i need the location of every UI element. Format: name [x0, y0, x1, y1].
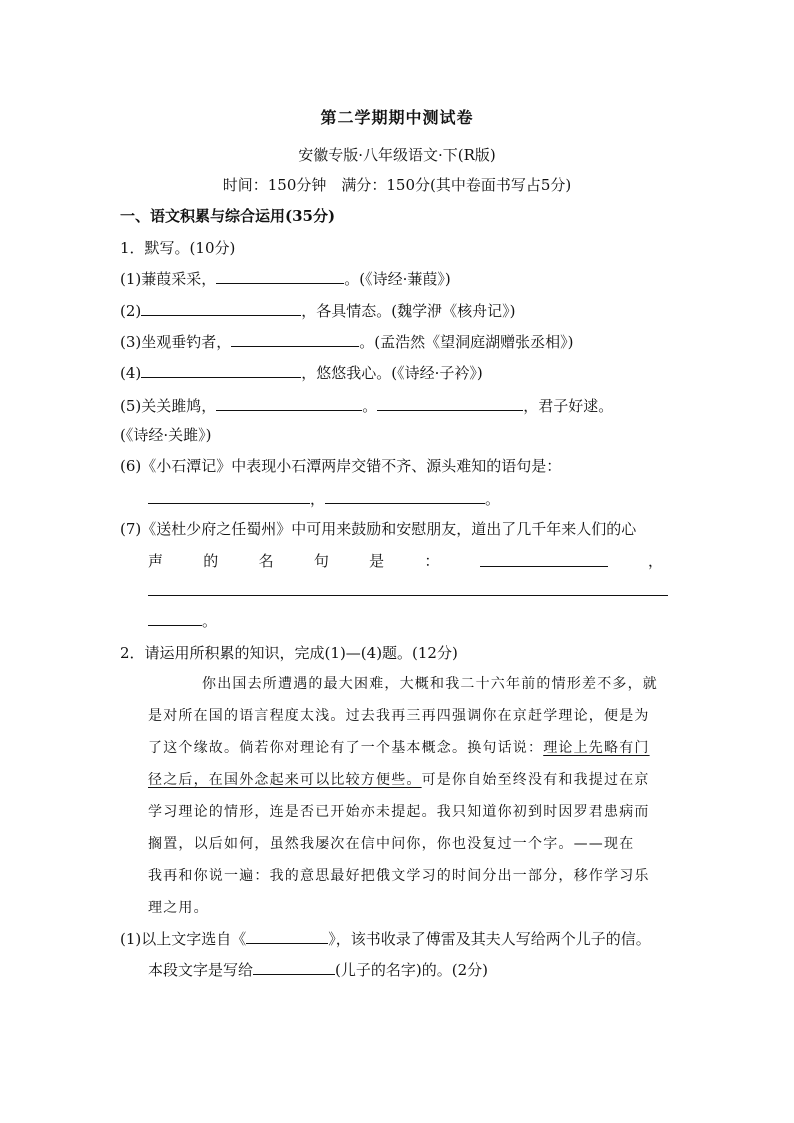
passage-line-8: 理之用。	[148, 900, 209, 916]
exam-subtitle: 安徽专版·八年级语文·下(R版)	[298, 146, 496, 164]
q1-item-6-blank-2[interactable]	[325, 488, 485, 504]
q1-item-5-source: (《诗经·关雎》)	[120, 426, 212, 444]
passage-underlined-2: 径之后，在国外念起来可以比较方便些。	[148, 772, 422, 788]
q1-item-2-post: ，各具情态。(魏学洢《核舟记》)	[301, 302, 516, 320]
q2-sub-1-line2	[148, 959, 488, 980]
q2-sub-1-line2-post: (儿子的名字)的。(2分)	[335, 961, 488, 979]
q1-item-7-blank-3[interactable]	[148, 610, 202, 626]
passage-line-5: 学习理论的情形，连是否已开始亦未提起。我只知道你初到时因罗君患病而	[148, 804, 650, 820]
q1-item-7-line2	[148, 551, 663, 571]
q1-item-7-char-5: 是	[369, 552, 385, 570]
q1-item-2	[120, 300, 515, 321]
q1-item-6-sep: ，	[310, 490, 326, 508]
q1-item-7-char-4: 句	[313, 552, 329, 570]
q1-item-1	[120, 268, 451, 289]
passage-line-2: 是对所在国的语言程度太浅。过去我再三再四强调你在京赶学理论，便是为	[148, 708, 650, 724]
q1-item-7-char-2: 的	[203, 552, 219, 570]
q2-sub-1-pre: (1)以上文字选自《	[120, 930, 247, 948]
q1-item-3-post: 。(孟浩然《望洞庭湖赠张丞相》)	[359, 333, 574, 351]
q2-sub-1-name-blank[interactable]	[253, 959, 335, 975]
q1-item-5-post: ，君子好逑。	[523, 397, 614, 415]
question-2-stem: 2．请运用所积累的知识，完成(1)—(4)题。(12分)	[120, 644, 458, 662]
passage-underlined-1: 理论上先略有门	[543, 740, 650, 756]
q1-item-3-blank[interactable]	[231, 331, 359, 347]
section-heading: 一、语文积累与综合运用(35分)	[120, 207, 336, 225]
passage-line-3	[148, 738, 650, 758]
q1-item-7-end: 。	[202, 612, 218, 630]
q1-item-7-char-6: ：	[424, 552, 440, 570]
q1-item-6-answer	[148, 488, 500, 509]
passage-line-1	[202, 674, 673, 694]
q1-item-6-text: (6)《小石潭记》中表现小石潭两岸交错不齐、源头难知的语句是：	[120, 457, 562, 475]
q1-item-1-post: 。(《诗经·蒹葭》)	[344, 270, 451, 288]
exam-title: 第二学期期中测试卷	[320, 108, 474, 127]
q1-item-4-pre: (4)	[120, 364, 142, 382]
q1-item-6-end: 。	[485, 490, 501, 508]
q1-item-1-blank[interactable]	[216, 268, 344, 284]
q1-item-7-line1: (7)《送杜少府之任蜀州》中可用来鼓励和安慰朋友，道出了几千年来人们的心	[120, 520, 637, 538]
exam-info: 时间：150分钟 满分：150分(其中卷面书写占5分)	[222, 176, 572, 194]
q1-item-6-blank-1[interactable]	[148, 488, 310, 504]
q1-item-7-blank-2[interactable]	[148, 580, 668, 596]
q1-item-4-blank[interactable]	[141, 362, 301, 378]
q2-sub-1-line2-pre: 本段文字是写给	[148, 961, 254, 979]
q1-item-4	[120, 362, 483, 383]
q2-sub-1-book-blank[interactable]	[246, 928, 328, 944]
question-1-stem: 1．默写。(10分)	[120, 239, 236, 257]
q1-item-4-post: ，悠悠我心。(《诗经·子衿》)	[301, 364, 483, 382]
passage-line-4	[148, 770, 650, 790]
q1-item-3	[120, 331, 573, 352]
q1-item-1-pre: (1)蒹葭采采，	[120, 270, 217, 288]
q1-item-6-prompt	[120, 456, 669, 476]
q1-item-7-line4	[148, 610, 217, 631]
passage-line-6: 搁置，以后如何，虽然我屡次在信中问你，你也没复过一个字。——现在	[148, 836, 635, 852]
q1-item-5-blank-1[interactable]	[216, 395, 362, 411]
q1-item-5	[120, 395, 613, 416]
q1-item-5-blank-2[interactable]	[377, 395, 523, 411]
passage-line-1-text: 你出国去所遭遇的最大困难，大概和我二十六年前的情形差不多，就	[202, 676, 658, 692]
passage-line-3-text: 了这个缘故。倘若你对理论有了一个基本概念。换句话说：	[148, 740, 544, 756]
passage-line-7: 我再和你说一遍：我的意思最好把俄文学习的时间分出一部分，移作学习乐	[148, 868, 650, 884]
q2-sub-1-post: 》，该书收录了傅雷及其夫人写给两个儿子的信。	[328, 930, 651, 948]
q1-item-7-char-3: 名	[258, 552, 274, 570]
q1-item-3-pre: (3)坐观垂钓者，	[120, 333, 232, 351]
q1-item-5-pre: (5)关关雎鸠，	[120, 397, 217, 415]
q1-item-7-blank-1[interactable]	[480, 551, 608, 567]
q1-item-2-pre: (2)	[120, 302, 142, 320]
q1-item-2-blank[interactable]	[141, 300, 301, 316]
passage-line-4-text: 可是你自始至终没有和我提过在京	[421, 772, 650, 788]
q1-item-5-mid: 。	[362, 397, 378, 415]
q1-item-7-char-1: 声	[148, 552, 164, 570]
q1-item-7-line3	[148, 580, 668, 601]
q1-item-7-comma: ，	[647, 552, 663, 570]
q2-sub-1-line1	[120, 928, 651, 949]
